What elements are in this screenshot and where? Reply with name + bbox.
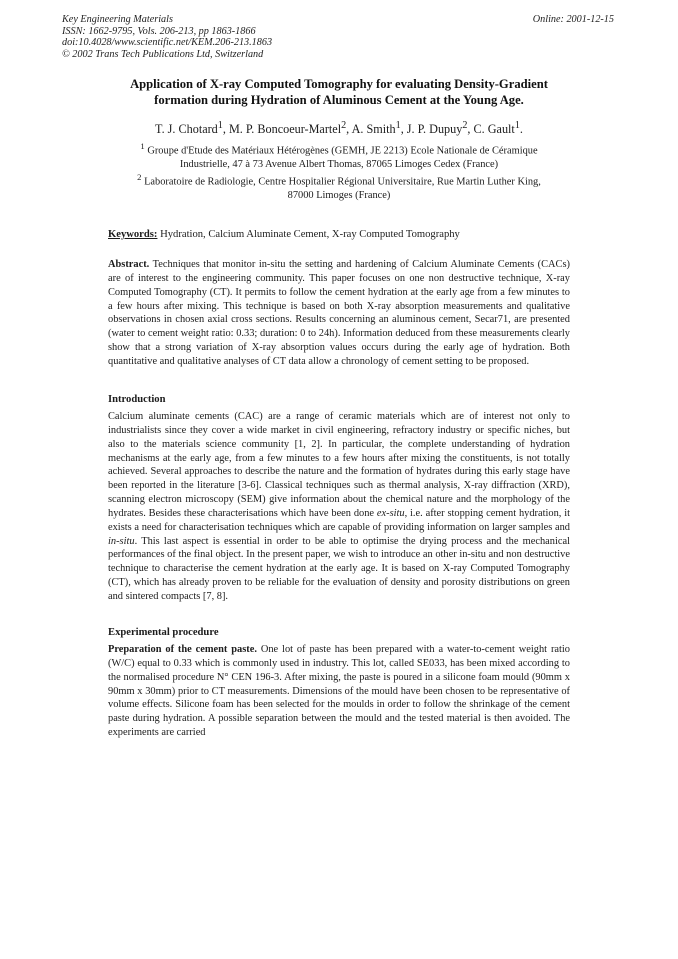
author-1-affil: 1 [217,120,223,131]
affiliation-2 [108,170,570,203]
author-list: T. J. Chotard$^1$, M. P. Boncoeur-Martel$^2$, A. Smith$^1$, J. P. Dupuy$^2$, C. Gault$^1$. [155,120,523,137]
affiliation-2-line-1: Laboratoire de Radiologie, Centre Hospitalier Régional Universitaire, Rue Martin Luther King, [144,176,541,188]
affiliation-1 [108,139,570,172]
introduction-heading: Introduction [108,394,166,405]
affiliation-1-line-1: Groupe d'Etude des Matériaux Hétérogènes (GEMH, JE 2213) Ecole Nationale de Céramique [147,145,538,157]
affiliation-2-line-2: 87000 Limoges (France) [287,190,391,202]
intro-in-situ: in-situ [108,535,135,547]
experimental-text: One lot of paste has been prepared with a water-to-cement weight ratio (W/C) equal to 0.33 which is commonly used in industry. This lot, called SE033, has been mixed according to the normalised procedure N° CEN 196-3. After mixing, the paste is poured in a silicone foam mould (90mm x 90mm x 30mm) prior to CT measurements. Dimensions of the mould have been chosen to be representative of volume effects. Silicone foam has been selected for the moulds in order to follow the shrinkage of the cement paste during hydration. A possible separation between the mould and the tested material is then avoided. The experiments are carried [108,644,570,739]
author-5: C. Gault [473,122,515,137]
paper-title [100,77,578,108]
abstract [108,258,570,369]
title-line-1: Application of X-ray Computed Tomography for evaluating Density-Gradient [130,77,548,91]
intro-ex-situ: ex-situ [376,507,405,519]
intro-text-1: Calcium aluminate cements (CAC) are a range of ceramic materials which are of interest not only to industrialists since they cover a wide market in civil engineering, refractory industry or specific niches, but also to the materials science community [1, 2]. In particular, the complete understanding of hydration mechanisms at the early age, from a few minutes to a few hours after mixing the constituents, is not totally achieved. Several approaches to describe the nature and the formation of hydrates during this early stage have been reported in the literature [3-6]. Classical techniques such as thermal analysis, X-ray diffraction (XRD), scanning electron microscopy (SEM) give information about the chemical nature and the morphology of the hydrates. Besides these characterisations which have been done [108,411,570,519]
keywords [108,229,460,240]
keywords-text: Hydration, Calcium Aluminate Cement, X-ray Computed Tomography [160,229,460,240]
online-date: Online: 2001-12-15 [532,14,614,25]
issn-line: ISSN: 1662-9795, Vols. 206-213, pp 1863-1866 [62,25,256,37]
abstract-text: Techniques that monitor in-situ the setting and hardening of Calcium Aluminate Cements (CACs) are of interest to the engineering community. This paper focuses on one non destructive technique, X-ray Computed Tomography (CT). It permits to follow the cement hydration at the early age from a few minutes to a few hours after mixing. This technique is based on both X-ray absorption measurements and qualitative observations in chosen axial cross sections. Results concerning an aluminous cement, Secar71, are presented (water to cement weight ratio: 0.33; duration: 0 to 24h). Information deduced from these measurements clearly show that a strong variation of X-ray absorption values occurs during the early age of hydration. Both quantitative and qualitative analyses of CT data allow a chronology of cement setting to be proposed. [108,259,570,367]
author-4: J. P. Dupuy [406,122,463,137]
experimental-body [108,643,570,740]
doi-line: doi:10.4028/www.scientific.net/KEM.206-213.1863 [62,37,273,49]
intro-text-3: . This last aspect is essential in order to be able to optimise the drying process and the mechanical performances of the final object. In the present paper, we wish to introduce an other in-situ and non destructive technique to characterise the cement hydration at the early age. It is based on X-ray Computed Tomography (CT), which has already proven to be reliable for the evaluation of density and porosity distributions on green and sintered compacts [7, 8]. [108,535,570,602]
affiliation-1-marker: 1 [140,141,145,151]
author-2: M. P. Boncoeur-Martel [228,122,342,137]
author-3: A. Smith [351,122,396,137]
title-line-2: formation during Hydration of Aluminous Cement at the Young Age. [154,92,524,107]
author-1: T. J. Chotard [155,122,218,137]
affiliation-2-marker: 2 [137,172,142,182]
abstract-label: Abstract. [108,259,150,270]
author-2-affil: 2 [341,120,347,131]
keywords-label: Keywords: [108,229,158,240]
journal-name: Key Engineering Materials [62,14,173,25]
experimental-heading: Experimental procedure [108,627,219,638]
introduction-body [108,410,570,604]
affiliation-1-line-2: Industrielle, 47 à 73 Avenue Albert Thomas, 87065 Limoges Cedex (France) [179,159,499,171]
author-5-affil: 1 [514,120,520,131]
copyright-line: © 2002 Trans Tech Publications Ltd, Switzerland [62,48,264,60]
journal-header [62,14,272,60]
experimental-lead: Preparation of the cement paste. [108,644,257,655]
intro-text-2: , i.e. after stopping cement hydration, it exists a need for characterisation techniques which are capable of providing information on larger samples and [108,507,570,533]
author-3-affil: 1 [395,120,401,131]
author-4-affil: 2 [462,120,468,131]
